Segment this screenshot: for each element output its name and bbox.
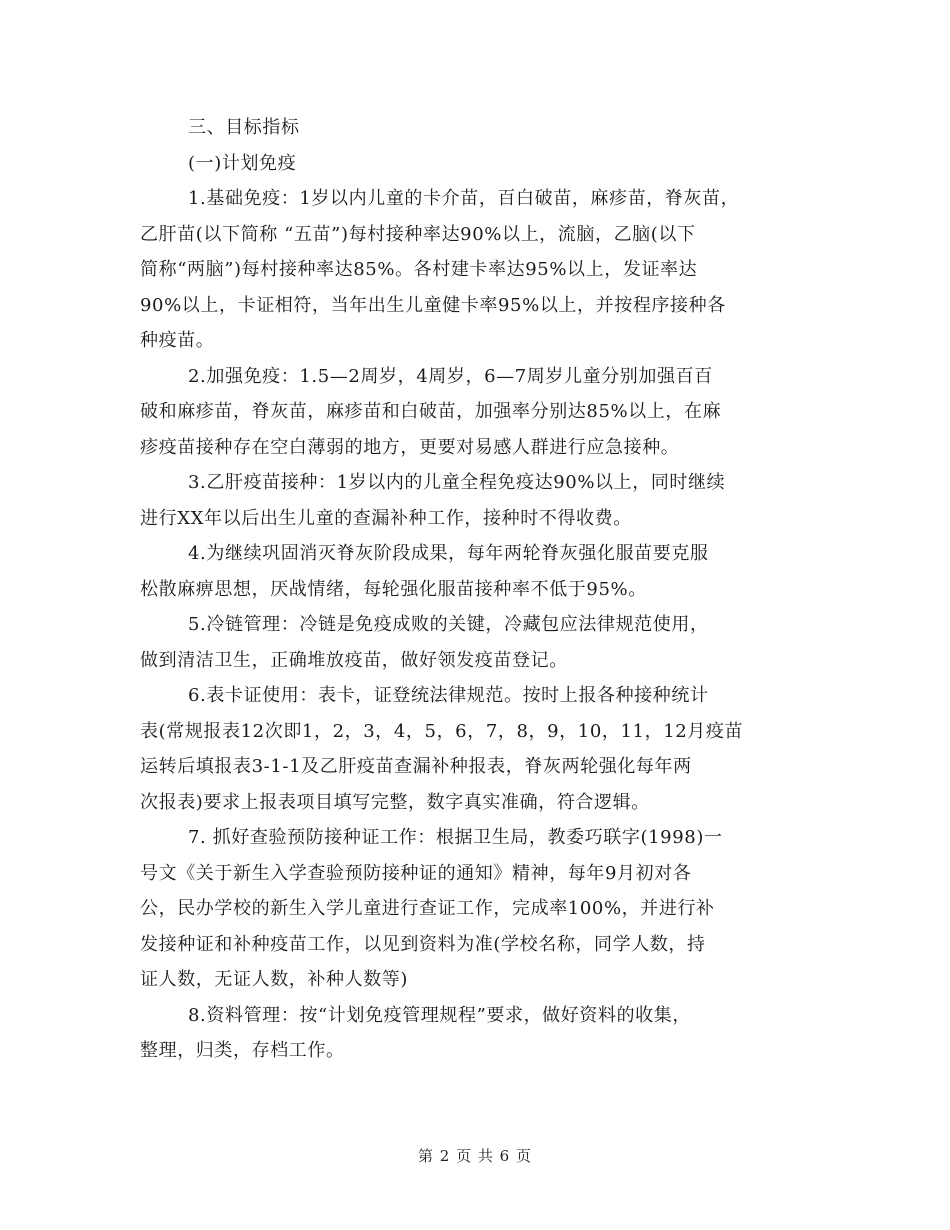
text-line: 松散麻痹思想，厌战情绪，每轮强化服苗接种率不低于95%。	[140, 578, 647, 600]
text-line: (一)计划免疫	[188, 152, 297, 174]
text-line: 种疫苗。	[140, 330, 215, 351]
document-body	[140, 110, 812, 1069]
text-line: 破和麻疹苗，脊灰苗，麻疹苗和白破苗，加强率分别达85%以上，在麻	[140, 401, 722, 422]
text-line: 1.基础免疫：1岁以内儿童的卡介苗，百白破苗，麻疹苗，脊灰苗，	[188, 188, 740, 209]
text-line: 8.资料管理：按“计划免疫管理规程”要求，做好资料的收集，	[188, 1004, 691, 1026]
text-line: 简称“两脑”)每村接种率达85%。各村建卡率达95%以上，发证率达	[140, 259, 698, 280]
page-footer: 第 2 页 共 6 页	[418, 1147, 532, 1165]
text-line: 进行XX年以后出生儿童的查漏补种工作，接种时不得收费。	[140, 507, 632, 529]
text-line: 90%以上，卡证相符，当年出生儿童健卡率95%以上，并按程序接种各	[140, 294, 726, 316]
text-line: 运转后填报表3-1-1及乙肝疫苗查漏补种报表，脊灰两轮强化每年两	[140, 756, 692, 777]
text-line: 4.为继续巩固消灭脊灰阶段成果，每年两轮脊灰强化服苗要克服	[188, 543, 709, 564]
text-line: 2.加强免疫：1.5—2周岁，4周岁，6—7周岁儿童分别加强百百	[188, 365, 713, 387]
text-line: 次报表)要求上报表项目填写完整，数字真实准确，符合逻辑。	[140, 791, 650, 813]
text-line: 公，民办学校的新生入学儿童进行查证工作，完成率100%，并进行补	[140, 898, 715, 919]
text-line: 表(常规报表12次即1，2，3，4，5，6，7，8，9，10，11，12月疫苗	[140, 720, 744, 742]
text-line: 3.乙肝疫苗接种：1岁以内的儿童全程免疫达90%以上，同时继续	[188, 472, 726, 493]
text-line: 6.表卡证使用：表卡，证登统法律规范。按时上报各种接种统计	[188, 685, 709, 706]
text-line: 5.冷链管理：冷链是免疫成败的关键，冷藏包应法律规范使用，	[188, 614, 709, 635]
text-line: 整理，归类，存档工作。	[140, 1040, 345, 1061]
text-line: 乙肝苗(以下简称 “五苗”)每村接种率达90%以上，流脑，乙脑(以下	[140, 223, 696, 245]
text-line: 号文《关于新生入学查验预防接种证的通知》精神，每年9月初对各	[140, 862, 692, 884]
text-line: 7. 抓好查验预防接种证工作：根据卫生局，教委巧联字(1998)一	[188, 827, 723, 848]
text-line: 三、目标指标	[188, 117, 300, 138]
text-line: 疹疫苗接种存在空白薄弱的地方，更要对易感人群进行应急接种。	[140, 436, 680, 458]
text-line: 发接种证和补种疫苗工作，以见到资料为准(学校名称，同学人数，持	[140, 933, 706, 955]
text-line: 做到清洁卫生，正确堆放疫苗，做好领发疫苗登记。	[140, 649, 568, 671]
text-line: 证人数，无证人数，补种人数等)	[140, 969, 409, 990]
